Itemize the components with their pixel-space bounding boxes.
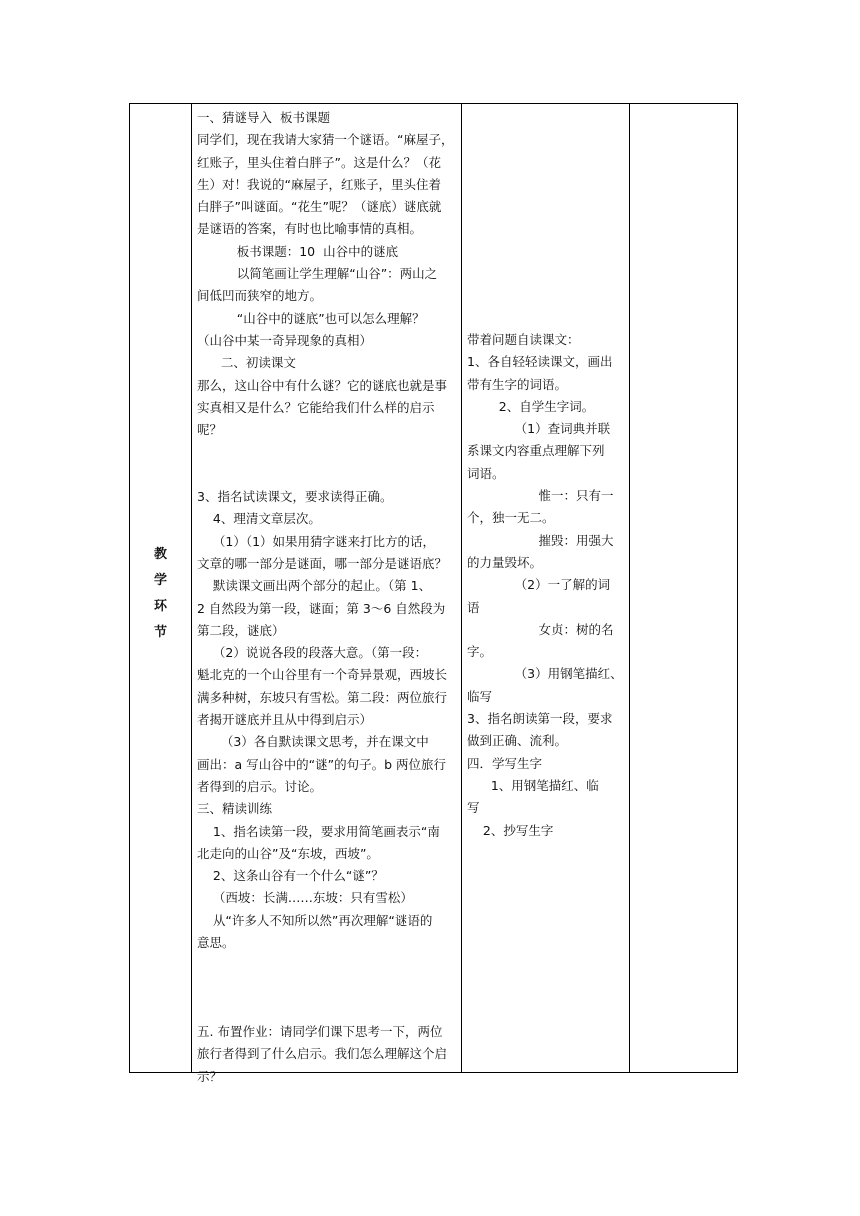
student-activity-column <box>467 104 629 842</box>
text-line: 四．学写生字 <box>467 755 543 771</box>
text-line: 实真相又是什么？它能给我们什么样的启示 <box>197 399 435 415</box>
text-line <box>197 954 455 976</box>
text-line: （3）用钢笔描红、 <box>467 666 623 682</box>
text-line: 摧毁：用强大 <box>467 532 614 548</box>
text-line: 魁北克的一个山谷里有一个奇异景观，西坡长 <box>197 667 448 683</box>
text-line: 语 <box>467 599 480 615</box>
text-line: 旅行者得到了什么启示。我们怎么理解这个启 <box>197 1046 448 1062</box>
teaching-process-column <box>197 104 455 1088</box>
text-line: （2）说说各段的段落大意。（第一段： <box>197 645 428 661</box>
text-line: （3）各自默读课文思考，并在课文中 <box>197 734 429 750</box>
text-line: 4、理清文章层次。 <box>197 511 321 527</box>
text-line: （1）查词典并联 <box>467 421 611 437</box>
text-line: 第二段，谜底） <box>197 622 285 638</box>
text-line: 同学们，现在我请大家猜一个谜语。“麻屋子， <box>197 132 454 148</box>
text-line <box>197 441 455 463</box>
text-line: 词语。 <box>467 465 505 481</box>
text-line: 者得到的启示。讨论。 <box>197 778 323 794</box>
text-line: 默读课文画出两个部分的起止。（第 1、 <box>197 578 432 594</box>
text-line: 3、指名试读课文，要求读得正确。 <box>197 489 393 505</box>
text-line: 呢？ <box>197 422 223 438</box>
text-line: 做到正确、流利。 <box>467 733 568 749</box>
text-line: 三、精读训练 <box>197 801 273 817</box>
label-char: 学 <box>153 573 167 588</box>
text-line: 意思。 <box>197 934 235 950</box>
text-line: （2）一了解的词 <box>467 577 611 593</box>
text-line: 文章的哪一部分是谜面，哪一部分是谜语底？ <box>197 555 448 571</box>
text-line: 二、初读课文 <box>197 355 296 371</box>
text-line: 红账子，里头住着白胖子”。这是什么？（花 <box>197 154 441 170</box>
text-line: 者揭开谜底并且从中得到启示） <box>197 712 373 728</box>
text-line <box>197 999 455 1021</box>
text-line: 1、指名读第一段，要求用简笔画表示“南 <box>197 823 440 839</box>
column-divider <box>629 104 630 1072</box>
text-line: 带着问题自读课文： <box>467 332 580 347</box>
text-line: 满多种树，东坡只有雪松。第二段：两位旅行 <box>197 689 448 705</box>
text-line: 北走向的山谷”及“东坡，西坡”。 <box>197 845 379 861</box>
column-divider <box>191 104 192 1072</box>
text-line: “山谷中的谜底”也可以怎么理解？ <box>197 310 425 326</box>
text-line <box>197 464 455 486</box>
text-line: （1）（1）如果用猜字谜来打比方的话， <box>197 533 436 549</box>
text-line: 画出：a 写山谷中的“谜”的句子。b 两位旅行 <box>197 756 446 772</box>
text-line: 板书课题：10 山谷中的谜底 <box>197 243 399 259</box>
label-char: 环 <box>153 599 167 614</box>
text-line: 个，独一无二。 <box>467 510 555 526</box>
text-line: 带有生字的词语。 <box>467 376 568 392</box>
text-line: 生）对！我说的“麻屋子，红账子，里头住着 <box>197 176 441 192</box>
lesson-table <box>129 103 738 1084</box>
text-line: 示？ <box>197 1068 223 1084</box>
text-line: 五. 布置作业：请同学们课下思考一下，两位 <box>197 1024 443 1040</box>
column-divider <box>461 104 462 1072</box>
text-line: 2、这条山谷有一个什么“谜”？ <box>197 868 384 884</box>
text-line: 女贞：树的名 <box>467 621 614 637</box>
text-line: 写 <box>467 800 480 816</box>
text-line: 1、各自轻轻读课文，画出 <box>467 354 613 370</box>
label-char: 教 <box>153 547 167 562</box>
text-line: 的力量毁坏。 <box>467 554 543 570</box>
text-line: 间低凹而狭窄的地方。 <box>197 288 323 304</box>
text-line: （山谷中某一奇异现象的真相） <box>197 332 373 348</box>
text-line: 白胖子”叫谜面。“花生”呢？（谜底）谜底就 <box>197 199 442 215</box>
text-line: 字。 <box>467 644 493 660</box>
text-line: 从“许多人不知所以然”再次理解“谜语的 <box>197 912 433 928</box>
text-line: 系课文内容重点理解下列 <box>467 443 605 459</box>
text-line: 2、自学生字词。 <box>467 398 595 414</box>
text-line: 惟一：只有一 <box>467 488 614 504</box>
label-char: 节 <box>153 625 167 640</box>
text-line: 临写 <box>467 688 493 704</box>
text-line: 那么，这山谷中有什么谜？它的谜底也就是事 <box>197 377 448 393</box>
section-label <box>130 542 191 646</box>
text-line: 是谜语的答案，有时也比喻事情的真相。 <box>197 221 423 237</box>
text-line: 以简笔画让学生理解“山谷”：两山之 <box>197 266 438 282</box>
text-line: 2、抄写生字 <box>467 822 554 838</box>
text-line: 一、猜谜导入 板书课题 <box>197 110 330 125</box>
text-line: 2 自然段为第一段，谜面；第 3～6 自然段为 <box>197 600 446 616</box>
text-line: 3、指名朗读第一段，要求 <box>467 711 613 727</box>
text-line: （西坡：长满……东坡：只有雪松） <box>197 890 413 906</box>
text-line <box>197 977 455 999</box>
text-line: 1、用钢笔描红、临 <box>467 777 599 793</box>
